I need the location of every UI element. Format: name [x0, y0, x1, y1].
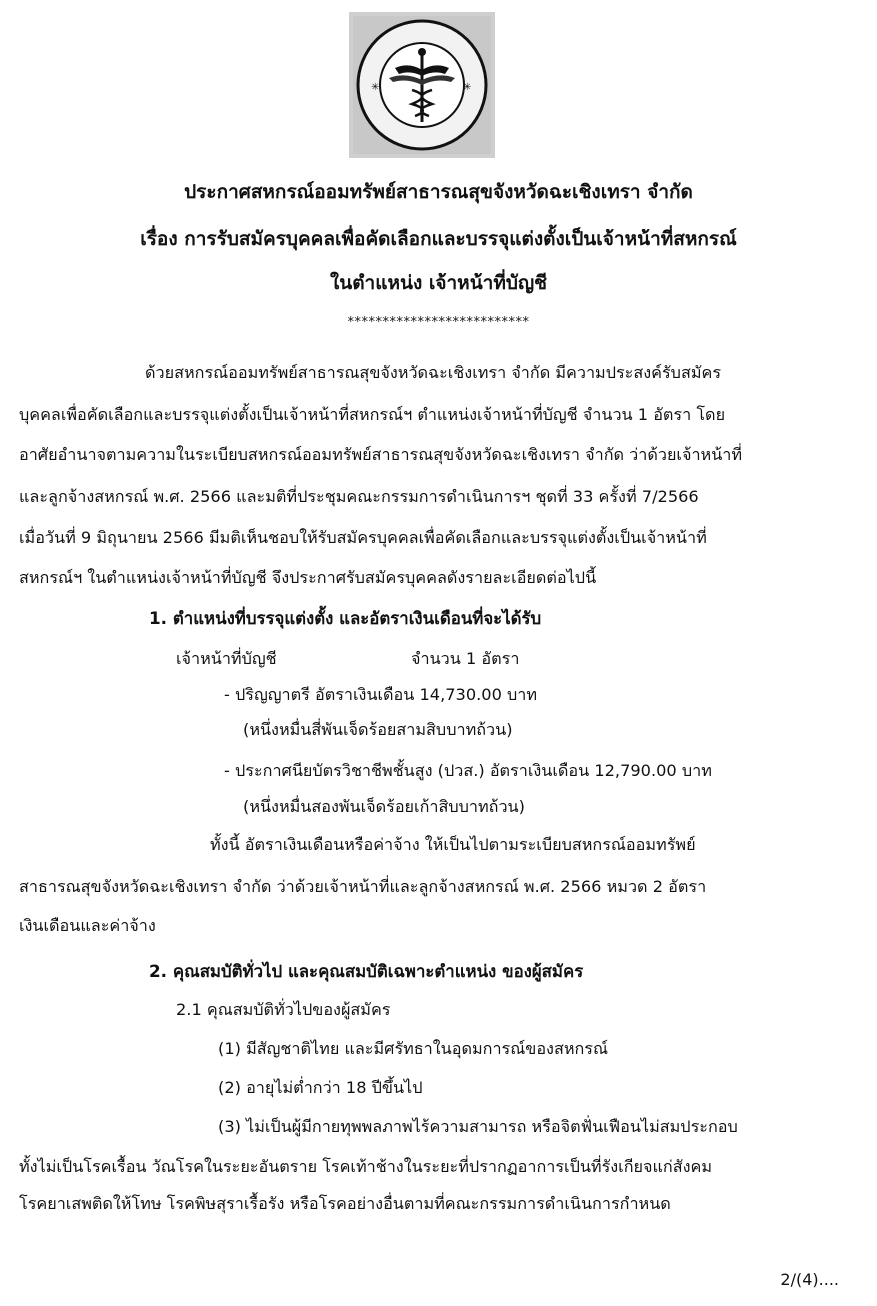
title-separator: ************************** [347, 315, 530, 330]
intro-line: ด้วยสหกรณ์ออมทรัพย์สาธารณสุขจังหวัดฉะเชิงเทรา จำกัด มีความประสงค์รับสมัคร [145, 363, 722, 382]
announcement-subject: เรื่อง การรับสมัครบุคคลเพื่อคัดเลือกและบรรจุแต่งตั้งเป็นเจ้าหน้าที่สหกรณ์ [140, 228, 737, 250]
seal-emblem-icon [349, 12, 495, 158]
salary-note-line: ทั้งนี้ อัตราเงินเดือนหรือค่าจ้าง ให้เป็นไปตามระเบียบสหกรณ์ออมทรัพย์ [210, 835, 696, 854]
qualification-item: (2) อายุไม่ต่ำกว่า 18 ปีขึ้นไป [218, 1078, 423, 1097]
section2-heading: 2. คุณสมบัติทั่วไป และคุณสมบัติเฉพาะตำแหน่ง ของผู้สมัคร [149, 961, 584, 981]
intro-line: อาศัยอำนาจตามความในระเบียบสหกรณ์ออมทรัพย์สาธารณสุขจังหวัดฉะเชิงเทรา จำกัด ว่าด้วยเจ้าหน้าที่ [19, 445, 743, 464]
salary-note-line: สาธารณสุขจังหวัดฉะเชิงเทรา จำกัด ว่าด้วยเจ้าหน้าที่และลูกจ้างสหกรณ์ พ.ศ. 2566 หมวด 2 อัตรา [19, 877, 707, 896]
intro-line: และลูกจ้างสหกรณ์ พ.ศ. 2566 และมติที่ประชุมคณะกรรมการดำเนินการฯ ชุดที่ 33 ครั้งที่ 7/2566 [19, 487, 699, 506]
announcement-title: ประกาศสหกรณ์ออมทรัพย์สาธารณสุขจังหวัดฉะเชิงเทรา จำกัด [184, 181, 693, 203]
svg-text:✳: ✳ [371, 82, 380, 93]
salary-diploma-words: (หนึ่งหมื่นสองพันเจ็ดร้อยเก้าสิบบาทถ้วน) [243, 797, 525, 816]
section2-subheading: 2.1 คุณสมบัติทั่วไปของผู้สมัคร [176, 1000, 391, 1019]
intro-line: เมื่อวันที่ 9 มิถุนายน 2566 มีมติเห็นชอบให้รับสมัครบุคคลเพื่อคัดเลือกและบรรจุแต่งตั้งเป็นเจ้าหน้าที่ [19, 528, 707, 547]
svg-text:✳: ✳ [463, 82, 472, 93]
qualification-item-continued: ทั้งไม่เป็นโรคเรื้อน วัณโรคในระยะอันตราย โรคเท้าช้างในระยะที่ปรากฏอาการเป็นที่รังเกียจแก่สังคม [19, 1157, 713, 1176]
qualification-item-continued: โรคยาเสพติดให้โทษ โรคพิษสุราเรื้อรัง หรือโรคอย่างอื่นตามที่คณะกรรมการดำเนินการกำหนด [19, 1194, 671, 1213]
section1-heading: 1. ตำแหน่งที่บรรจุแต่งตั้ง และอัตราเงินเดือนที่จะได้รับ [149, 608, 542, 628]
position-name: เจ้าหน้าที่บัญชี [176, 649, 277, 668]
qualification-item: (1) มีสัญชาติไทย และมีศรัทธาในอุดมการณ์ของสหกรณ์ [218, 1039, 609, 1058]
salary-diploma: - ประกาศนียบัตรวิชาชีพชั้นสูง (ปวส.) อัตราเงินเดือน 12,790.00 บาท [224, 761, 712, 780]
salary-bachelor: - ปริญญาตรี อัตราเงินเดือน 14,730.00 บาท [224, 685, 538, 704]
qualification-item: (3) ไม่เป็นผู้มีกายทุพพลภาพไร้ความสามารถ หรือจิตฟั่นเฟือนไม่สมประกอบ [218, 1117, 738, 1136]
intro-line: สหกรณ์ฯ ในตำแหน่งเจ้าหน้าที่บัญชี จึงประกาศรับสมัครบุคคลดังรายละเอียดต่อไปนี้ [19, 568, 597, 587]
announcement-position: ในตำแหน่ง เจ้าหน้าที่บัญชี [329, 272, 548, 294]
intro-line: บุคคลเพื่อคัดเลือกและบรรจุแต่งตั้งเป็นเจ้าหน้าที่สหกรณ์ฯ ตำแหน่งเจ้าหน้าที่บัญชี จำนวน 1 อัตรา โดย [19, 405, 726, 424]
salary-note-line: เงินเดือนและค่าจ้าง [19, 916, 156, 935]
cooperative-seal [349, 12, 495, 158]
position-count: จำนวน 1 อัตรา [411, 649, 520, 668]
salary-bachelor-words: (หนึ่งหมื่นสี่พันเจ็ดร้อยสามสิบบาทถ้วน) [243, 720, 513, 739]
page-number: 2/(4).... [780, 1270, 839, 1289]
